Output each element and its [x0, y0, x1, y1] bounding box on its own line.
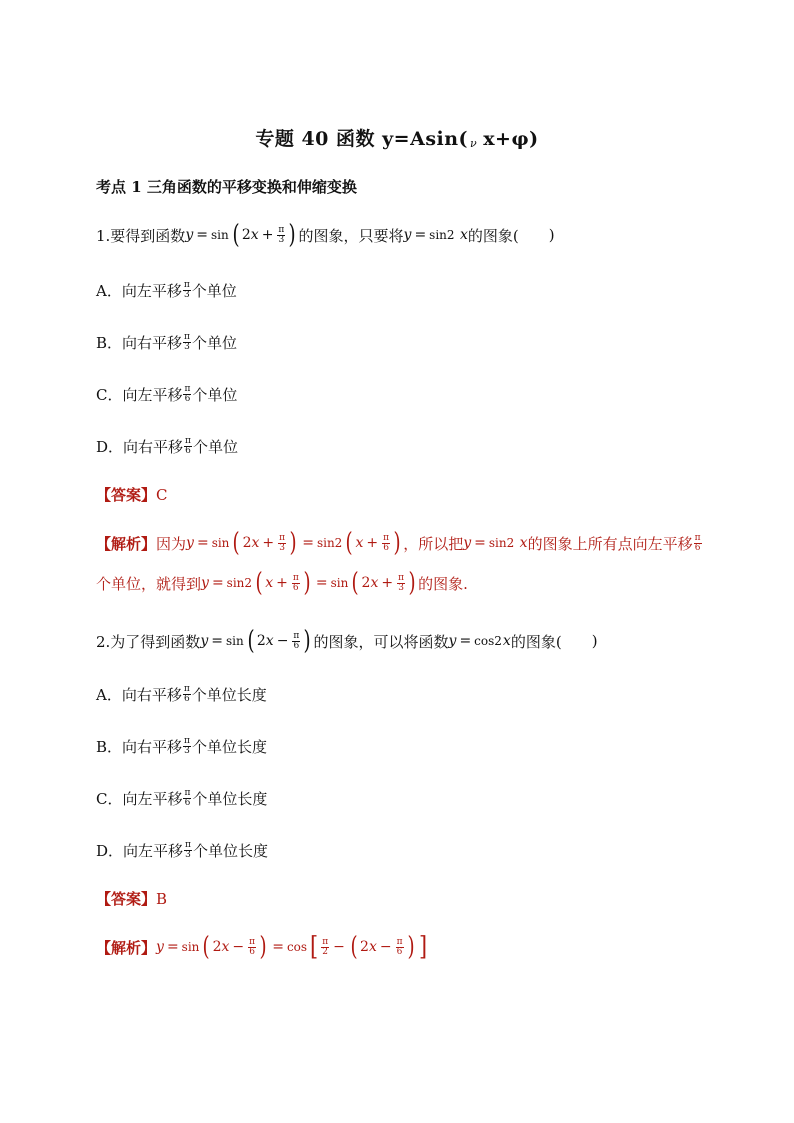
q1-answer: 【答案】 C [96, 485, 168, 504]
q2-target-function: y = sin ( 2 x − $\frac{\pi}{6}$ ) [200, 626, 311, 656]
q1-analysis-line-2: 个单位，就得到 y = sin2 ( x + $\frac{\pi}{6}$ ) = sin ( 2 x + $\frac{\pi}{3}$ ) 的图象. [96, 568, 468, 598]
title-prefix: 专题 40 函数 y=Asin( [255, 128, 469, 150]
q1-prefix: 1.要得到函数 [96, 226, 186, 245]
q2-option-a: A．向右平移 $\frac{\pi}{6}$ 个单位长度 [96, 684, 267, 704]
q1-option-c: C．向左平移 $\frac{\pi}{6}$ 个单位 [96, 384, 238, 404]
q1-analysis-line-1: 【解析】 因为 y = sin ( 2 x + $\frac{\pi}{3}$ ) = sin2 ( x + $\frac{\pi}{6}$ ) ，所以把 y = sin2 x 的图象上所有点向左平移 $\frac{\pi}{6}$ [96, 528, 701, 558]
q2-answer: 【答案】 B [96, 889, 168, 908]
q2-option-b: B．向右平移 $\frac{\pi}{3}$ 个单位长度 [96, 736, 267, 756]
q2-analysis: 【解析】 y = sin ( 2 x − $\frac{\pi}{6}$ ) = cos [ $\frac{\pi}{2}$ − ( 2 x − $\frac{\pi}{6}$ ) ] [96, 932, 427, 962]
q2-option-d: D．向左平移 $\frac{\pi}{3}$ 个单位长度 [96, 840, 268, 860]
q1-option-d: D．向右平移 $\frac{\pi}{6}$ 个单位 [96, 436, 238, 456]
title-omega: ν [470, 137, 478, 150]
question-1-stem: 1.要得到函数 y = sin ( 2 x + $\frac{\pi}{3}$ ) 的图象，只要将 y = sin2 x 的图象( ) [96, 220, 555, 250]
q1-target-function: y = sin ( 2 x + $\frac{\pi}{3}$ ) [185, 220, 296, 250]
q2-option-c: C．向左平移 $\frac{\pi}{6}$ 个单位长度 [96, 788, 268, 808]
q1-source-function: y = sin2 x [403, 227, 468, 243]
q1-option-b: B．向右平移 $\frac{\pi}{3}$ 个单位 [96, 332, 237, 352]
q1-end: 的图象( [467, 226, 519, 245]
q1-option-a: A．向左平移 $\frac{\pi}{3}$ 个单位 [96, 280, 237, 300]
q2-source-function: y = cos2 x [448, 633, 511, 649]
section-heading: 考点 1 三角函数的平移变换和伸缩变换 [96, 178, 357, 196]
page-title [0, 124, 794, 151]
q1-mid: 的图象，只要将 [298, 226, 404, 245]
title-suffix: x+φ) [483, 128, 539, 150]
question-2-stem: 2.为了得到函数 y = sin ( 2 x − $\frac{\pi}{6}$ ) 的图象，可以将函数 y = cos2 x 的图象( ) [96, 626, 598, 656]
